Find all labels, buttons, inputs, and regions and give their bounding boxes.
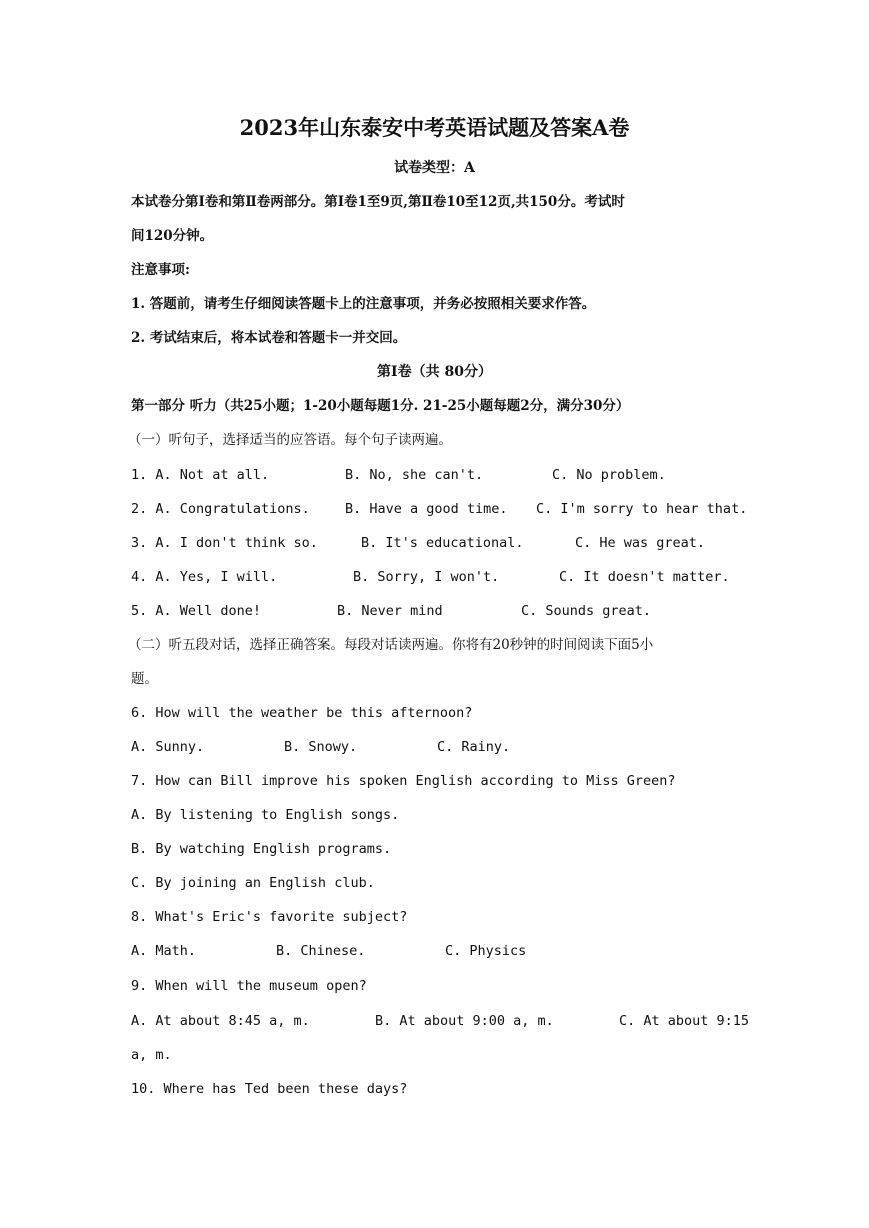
q7-option-c: C. By joining an English club.: [131, 875, 375, 891]
q7-option-a: A. By listening to English songs.: [131, 807, 400, 823]
paper-type: 试卷类型：A: [394, 160, 475, 176]
q9-option-a: A. At about 8:45 a, m.: [131, 1013, 310, 1029]
notice-heading: 注意事项:: [131, 262, 190, 278]
q6-question: 6. How will the weather be this afternoon?: [131, 705, 473, 721]
intro-line-1: 本试卷分第Ⅰ卷和第Ⅱ卷两部分。第Ⅰ卷1至9页,第Ⅱ卷10至12页,共150分。考试时: [131, 194, 625, 210]
q9-option-c-wrap: a, m.: [131, 1047, 172, 1063]
notice-item-2: 2. 考试结束后，将本试卷和答题卡一并交回。: [131, 330, 407, 346]
notice-item-1: 1. 答题前，请考生仔细阅读答题卡上的注意事项，并务必按照相关要求作答。: [131, 296, 596, 312]
q10-question: 10. Where has Ted been these days?: [131, 1081, 408, 1097]
q1-option-a: 1. A. Not at all.: [131, 467, 270, 483]
q6-option-b: B. Snowy.: [284, 739, 358, 755]
q1-option-c: C. No problem.: [552, 467, 666, 483]
q6-option-a: A. Sunny.: [131, 739, 205, 755]
q9-option-b: B. At about 9:00 a, m.: [375, 1013, 554, 1029]
q8-option-c: C. Physics: [445, 943, 527, 959]
intro-line-2: 间120分钟。: [131, 228, 214, 244]
q4-option-a: 4. A. Yes, I will.: [131, 569, 278, 585]
q3-option-c: C. He was great.: [575, 535, 706, 551]
q1-option-b: B. No, she can't.: [345, 467, 484, 483]
q9-question: 9. When will the museum open?: [131, 978, 367, 994]
section2-instruction-line-1: （二）听五段对话，选择正确答案。每段对话读两遍。你将有20秒钟的时间阅读下面5小: [128, 637, 654, 653]
volume-heading: 第Ⅰ卷（共 80分）: [377, 364, 492, 380]
q6-option-c: C. Rainy.: [437, 739, 511, 755]
q9-option-c: C. At about 9:15: [619, 1013, 750, 1029]
q7-option-b: B. By watching English programs.: [131, 841, 392, 857]
document-title: 2023年山东泰安中考英语试题及答案A卷: [239, 115, 630, 140]
q3-option-a: 3. A. I don't think so.: [131, 535, 318, 551]
section2-instruction-line-2: 题。: [131, 671, 158, 687]
q5-option-b: B. Never mind: [337, 603, 443, 619]
q2-option-a: 2. A. Congratulations.: [131, 501, 310, 517]
q8-option-a: A. Math.: [131, 943, 197, 959]
part1-heading: 第一部分 听力（共25小题；1-20小题每题1分. 21-25小题每题2分，满分30分）: [131, 398, 630, 414]
q7-question: 7. How can Bill improve his spoken English according to Miss Green?: [131, 773, 676, 789]
q4-option-c: C. It doesn't matter.: [559, 569, 730, 585]
q3-option-b: B. It's educational.: [361, 535, 524, 551]
q5-option-c: C. Sounds great.: [521, 603, 652, 619]
q5-option-a: 5. A. Well done!: [131, 603, 262, 619]
q8-question: 8. What's Eric's favorite subject?: [131, 909, 408, 925]
q8-option-b: B. Chinese.: [276, 943, 366, 959]
q2-option-b: B. Have a good time.: [345, 501, 508, 517]
section1-instruction: （一）听句子，选择适当的应答语。每个句子读两遍。: [128, 432, 452, 448]
q2-option-c: C. I'm sorry to hear that.: [536, 501, 748, 517]
q4-option-b: B. Sorry, I won't.: [353, 569, 500, 585]
